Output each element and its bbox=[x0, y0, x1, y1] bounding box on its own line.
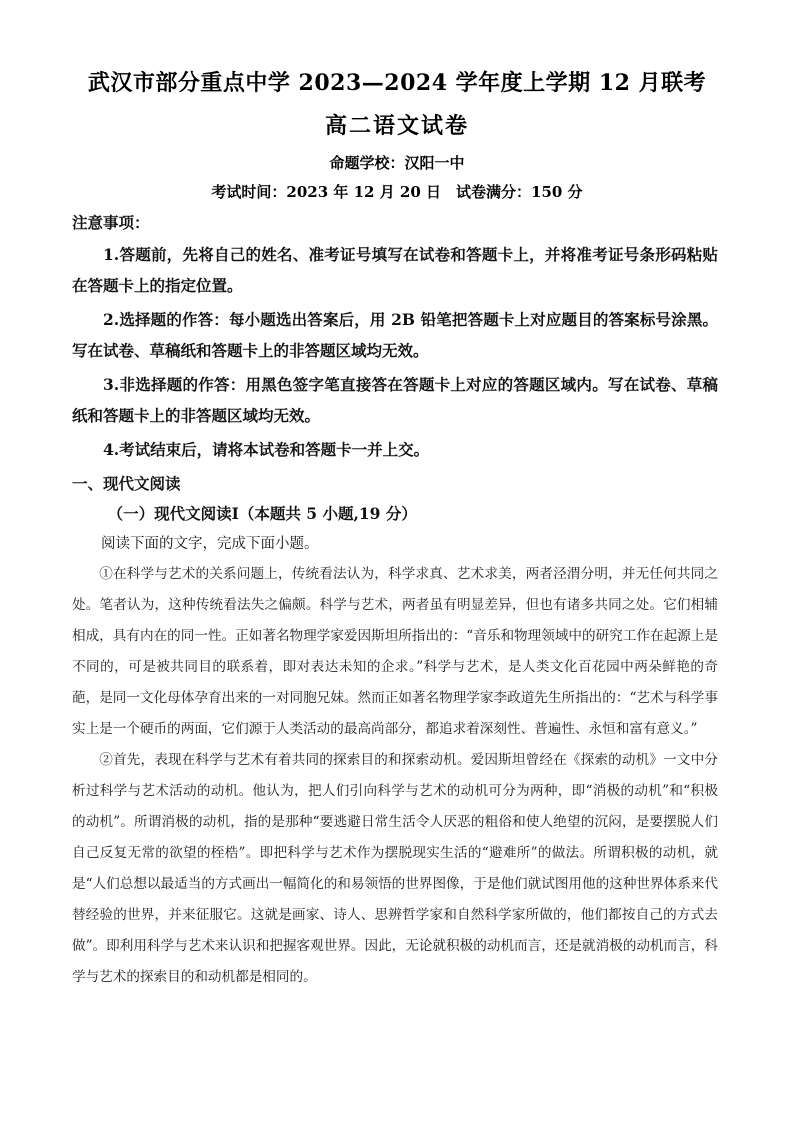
section-heading: 一、现代文阅读 bbox=[72, 474, 181, 493]
exam-subtitle: 高二语文试卷 bbox=[324, 113, 469, 139]
exam-info: 考试时间：2023 年 12 月 20 日 试卷满分：150 分 bbox=[211, 183, 583, 201]
section-subheading: （一）现代文阅读Ⅰ（本题共 5 小题,19 分） bbox=[107, 504, 417, 523]
exam-title: 武汉市部分重点中学 2023—2024 学年度上学期 12 月联考 bbox=[87, 70, 707, 96]
notice-item: 2.选择题的作答：每小题选出答案后，用 2B 铅笔把答题卡上对应题目的答案标号涂黑。写在试卷、草稿纸和答题卡上的非答题区域均无效。 bbox=[72, 310, 718, 360]
notice-item: 1.答题前，先将自己的姓名、准考证号填写在试卷和答题卡上，并将准考证号条形码粘贴在答题卡上的指定位置。 bbox=[72, 245, 718, 295]
exam-content bbox=[72, 210, 718, 993]
passage-paragraph: ①在科学与艺术的关系问题上，传统看法认为，科学求真、艺术求美，两者泾渭分明，并无任何共同之处。笔者认为，这种传统看法失之偏颇。科学与艺术，两者虽有明显差异，但也有诸多共同之处。它们相辅相成，具有内在的同一性。正如著名物理学家爱因斯坦所指出的：“音乐和物理领域中的研究工作在起源上是不同的，可是被共同目的联系着，即对表达未知的企求。”科学与艺术，是人类文化百花园中两朵鲜艳的奇葩，是同一文化母体孕育出来的一对同胞兄妹。然而正如著名物理学家李政道先生所指出的：“艺术与科学事实上是一个硬币的两面，它们源于人类活动的最高尚部分，都追求着深刻性、普遍性、永恒和富有意义。” bbox=[72, 566, 718, 737]
notice-item: 3.非选择题的作答：用黑色签字笔直接答在答题卡上对应的答题区域内。写在试卷、草稿纸和答题卡上的非答题区域均无效。 bbox=[72, 375, 718, 425]
reading-instruction: 阅读下面的文字，完成下面小题。 bbox=[101, 536, 319, 552]
passage-paragraph: ②首先，表现在科学与艺术有着共同的探索目的和探索动机。爱因斯坦曾经在《探索的动机》一文中分析过科学与艺术活动的动机。他认为，把人们引向科学与艺术的动机可分为两种，即“消极的动机”和“积极的动机”。所谓消极的动机，指的是那种“要逃避日常生活令人厌恶的粗俗和使人绝望的沉闷，是要摆脱人们自己反复无常的欲望的桎梏”。即把科学与艺术作为摆脱现实生活的“避难所”的做法。所谓积极的动机，就是“人们总想以最适当的方式画出一幅简化的和易领悟的世界图像，于是他们就试图用他的这种世界体系来代替经验的世界，并来征服它。这就是画家、诗人、思辨哲学家和自然科学家所做的，他们都按自己的方式去做”。即利用科学与艺术来认识和把握客观世界。因此，无论就积极的动机而言，还是就消极的动机而言，科学与艺术的探索目的和动机都是相同的。 bbox=[72, 752, 718, 985]
notice-heading: 注意事项： bbox=[72, 213, 150, 232]
notice-item: 4.考试结束后，请将本试卷和答题卡一并上交。 bbox=[103, 440, 430, 459]
exam-school: 命题学校：汉阳一中 bbox=[329, 154, 465, 172]
